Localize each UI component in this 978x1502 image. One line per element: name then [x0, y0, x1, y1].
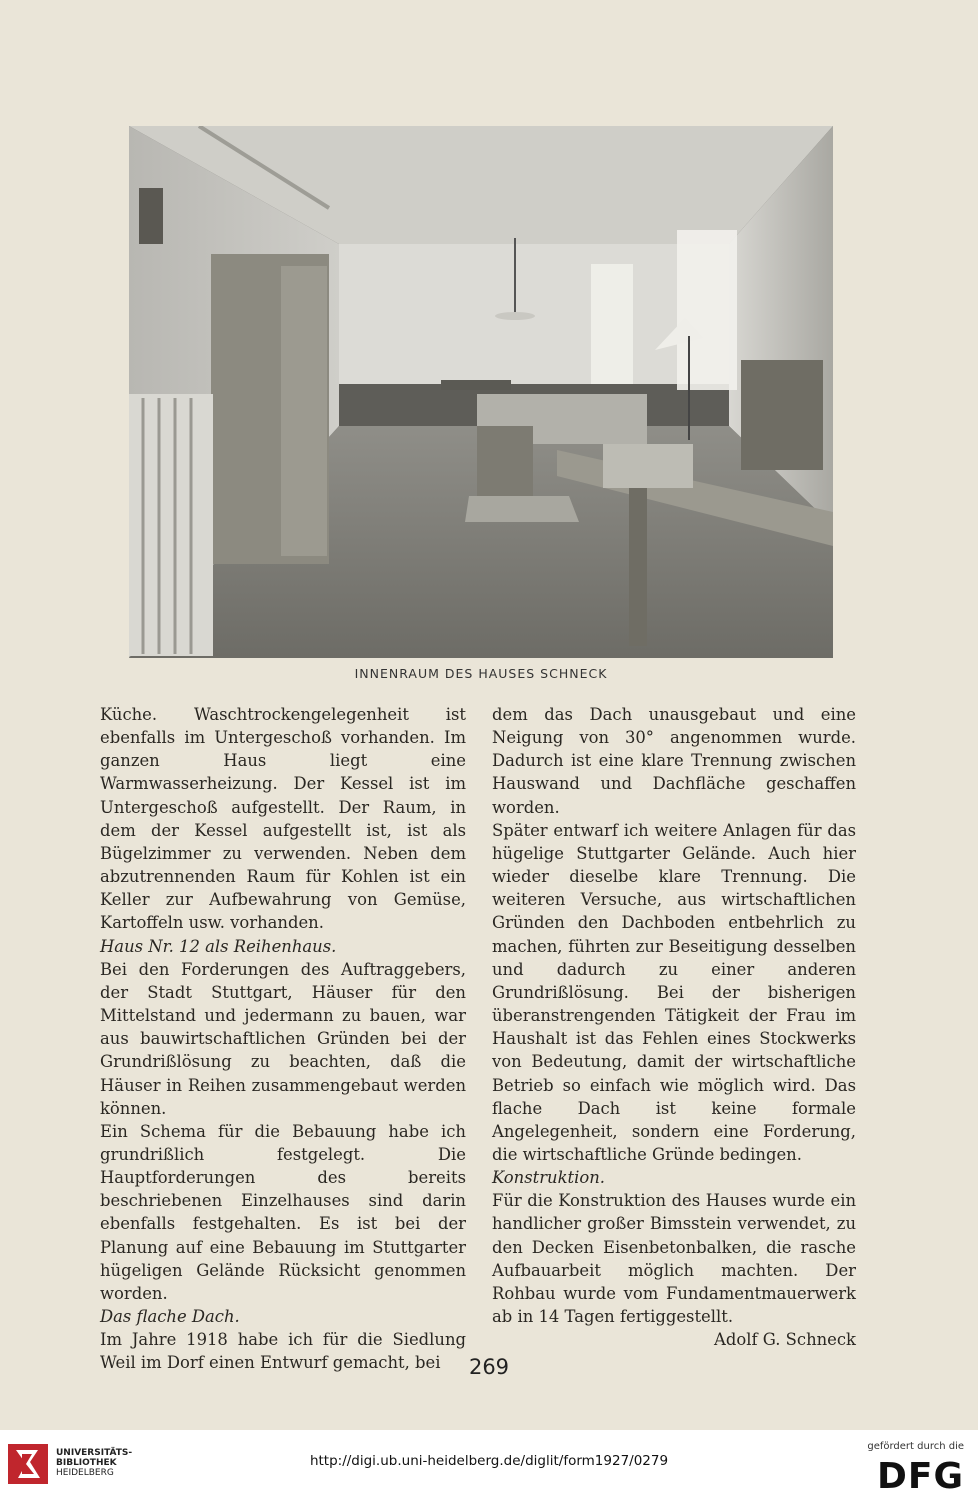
interior-photo [129, 126, 833, 658]
paragraph: dem das Dach unausgebaut und eine Neigung von 30° angenommen wurde. Dadurch ist eine klare Trennung zwischen Hauswand und Dachfläche geschaffen worden. [492, 705, 856, 817]
section-heading: Konstruktion. [492, 1168, 606, 1188]
funded-by-label: gefördert durch die [867, 1441, 964, 1452]
section-heading: Das flache Dach. [100, 1307, 240, 1327]
right-column [492, 703, 856, 1351]
dfg-logo: DFG [876, 1456, 964, 1497]
footer-bar [0, 1430, 978, 1502]
paragraph: Küche. Waschtrockengelegenheit ist ebenfalls im Untergeschoß vorhanden. Im ganzen Haus liegt eine Warmwasserheizung. Der Kessel ist im Untergeschoß aufgestellt. Der Raum, in dem der Kessel aufgestellt ist, ist als Bügelzimmer zu verwenden. Neben dem abzutrennenden Raum für Kohlen ist ein Keller zur Aufbewahrung von Gemüse, Kartoffeln usw. vorhanden. [100, 705, 466, 933]
paragraph: Im Jahre 1918 habe ich für die Siedlung Weil im Dorf einen Entwurf gemacht, bei [100, 1330, 466, 1373]
library-name-line1: UNIVERSITÄTS- [56, 1448, 133, 1458]
author-signature: Adolf G. Schneck [714, 1330, 856, 1350]
left-column [100, 703, 466, 1375]
page-number: 269 [468, 1355, 510, 1379]
photo-caption: INNENRAUM DES HAUSES SCHNECK [354, 666, 608, 681]
library-name-line3: HEIDELBERG [56, 1468, 114, 1478]
paragraph: Ein Schema für die Bebauung habe ich grundrißlich festgelegt. Die Hauptforderungen des bereits beschriebenen Einzelhauses sind darin ebenfalls festgehalten. Es ist bei der Planung auf eine Bebauung im Stuttgarter hügeligen Gelände Rücksicht genommen worden. [100, 1121, 466, 1303]
paragraph: Für die Konstruktion des Hauses wurde ein handlicher großer Bimsstein verwendet, zu den Decken Eisenbetonbalken, die rasche Aufbauarbeit möglich machten. Der Rohbau wurde vom Fundamentmauerwerk ab in 14 Tagen fertiggestellt. [492, 1191, 856, 1327]
library-name-line2: BIBLIOTHEK [56, 1458, 117, 1468]
paragraph: Bei den Forderungen des Auftraggebers, der Stadt Stuttgart, Häuser für den Mittelstand und jedermann zu bauen, war aus bauwirtschaftlichen Gründen bei der Grundrißlösung zu beachten, daß die Häuser in Reihen zusammengebaut werden können. [100, 959, 466, 1118]
section-heading: Haus Nr. 12 als Reihenhaus. [100, 936, 337, 956]
paragraph: Später entwarf ich weitere Anlagen für das hügelige Stuttgarter Gelände. Auch hier wieder dieselbe klare Trennung. Die weiteren Versuche, aus wirtschaftlichen Gründen den Dachboden entbehrlich zu machen, führten zur Beseitigung desselben und dadurch zu einer anderen Grundrißlösung. Bei der bisherigen überanstrengenden Tätigkeit der Frau im Haushalt ist das Fehlen eines Stockwerks von Bedeutung, damit der wirtschaftliche Betrieb so einfach wie möglich wird. Das flache Dach ist keine formale Angelegenheit, sondern eine Forderung, die wirtschaftliche Gründe bedingen. [492, 820, 856, 1164]
permalink-url[interactable]: http://digi.ub.uni-heidelberg.de/diglit/form1927/0279 [309, 1453, 669, 1469]
